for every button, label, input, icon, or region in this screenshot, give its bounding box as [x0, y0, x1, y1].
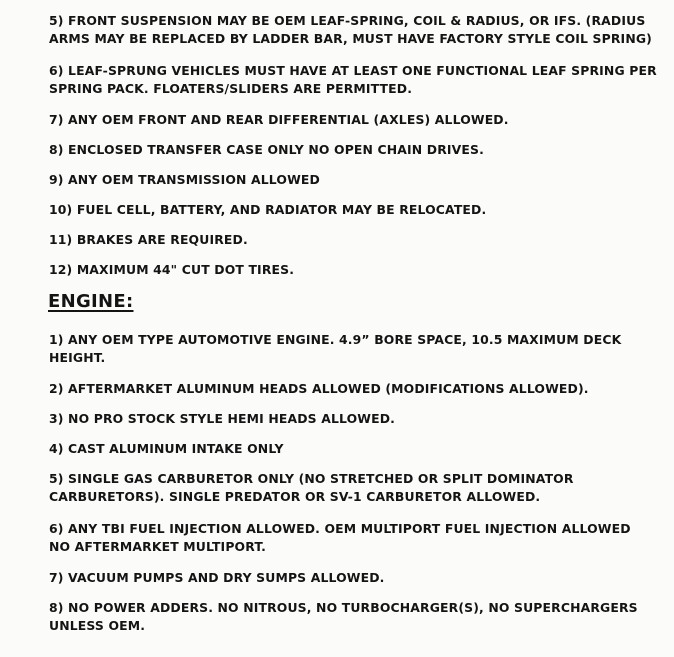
rule-line: 6) ANY TBI FUEL INJECTION ALLOWED. OEM MULTIPORT FUEL INJECTION ALLOWED [49, 521, 631, 536]
engine-rule-4 [49, 440, 649, 458]
engine-rule-1 [49, 331, 649, 367]
chassis-rule-5 [49, 12, 652, 48]
rule-line: 7) VACUUM PUMPS AND DRY SUMPS ALLOWED. [49, 570, 385, 585]
rule-line: 1) ANY OEM TYPE AUTOMOTIVE ENGINE. 4.9” BORE SPACE, 10.5 MAXIMUM DECK [49, 332, 622, 347]
engine-rule-5 [49, 470, 649, 506]
chassis-rule-8 [49, 141, 649, 159]
rule-line: 11) BRAKES ARE REQUIRED. [49, 232, 248, 247]
engine-section-heading: ENGINE: [48, 291, 134, 312]
chassis-rule-12 [49, 261, 649, 279]
rule-line: CARBURETORS). SINGLE PREDATOR OR SV-1 CARBURETOR ALLOWED. [49, 489, 541, 504]
rule-line: HEIGHT. [49, 350, 106, 365]
chassis-rule-7 [49, 111, 649, 129]
engine-rule-2 [49, 380, 649, 398]
rule-line: 12) MAXIMUM 44" CUT DOT TIRES. [49, 262, 295, 277]
engine-rule-8 [49, 599, 649, 635]
rule-line: NO AFTERMARKET MULTIPORT. [49, 539, 266, 554]
rule-line: UNLESS OEM. [49, 618, 146, 633]
rule-line: 3) NO PRO STOCK STYLE HEMI HEADS ALLOWED. [49, 411, 396, 426]
rule-line: 7) ANY OEM FRONT AND REAR DIFFERENTIAL (AXLES) ALLOWED. [49, 112, 509, 127]
rule-line: 9) ANY OEM TRANSMISSION ALLOWED [49, 172, 320, 187]
chassis-rule-10 [49, 201, 649, 219]
rule-line: 5) SINGLE GAS CARBURETOR ONLY (NO STRETCHED OR SPLIT DOMINATOR [49, 471, 574, 486]
rule-line: SPRING PACK. FLOATERS/SLIDERS ARE PERMITTED. [49, 81, 413, 96]
engine-rule-7 [49, 569, 649, 587]
chassis-rule-6 [49, 62, 657, 98]
engine-rule-6 [49, 520, 649, 556]
rule-line: 8) ENCLOSED TRANSFER CASE ONLY NO OPEN CHAIN DRIVES. [49, 142, 484, 157]
rule-line: 6) LEAF-SPRUNG VEHICLES MUST HAVE AT LEAST ONE FUNCTIONAL LEAF SPRING PER [49, 63, 657, 78]
rule-line: 4) CAST ALUMINUM INTAKE ONLY [49, 441, 284, 456]
rule-line: 2) AFTERMARKET ALUMINUM HEADS ALLOWED (MODIFICATIONS ALLOWED). [49, 381, 589, 396]
chassis-rule-11 [49, 231, 649, 249]
rule-line: 5) FRONT SUSPENSION MAY BE OEM LEAF-SPRING, COIL & RADIUS, OR IFS. (RADIUS [49, 13, 646, 28]
engine-rule-3 [49, 410, 649, 428]
rule-line: 8) NO POWER ADDERS. NO NITROUS, NO TURBOCHARGER(S), NO SUPERCHARGERS [49, 600, 638, 615]
chassis-rule-9 [49, 171, 649, 189]
rule-line: ARMS MAY BE REPLACED BY LADDER BAR, MUST HAVE FACTORY STYLE COIL SPRING) [49, 31, 652, 46]
rule-line: 10) FUEL CELL, BATTERY, AND RADIATOR MAY BE RELOCATED. [49, 202, 487, 217]
